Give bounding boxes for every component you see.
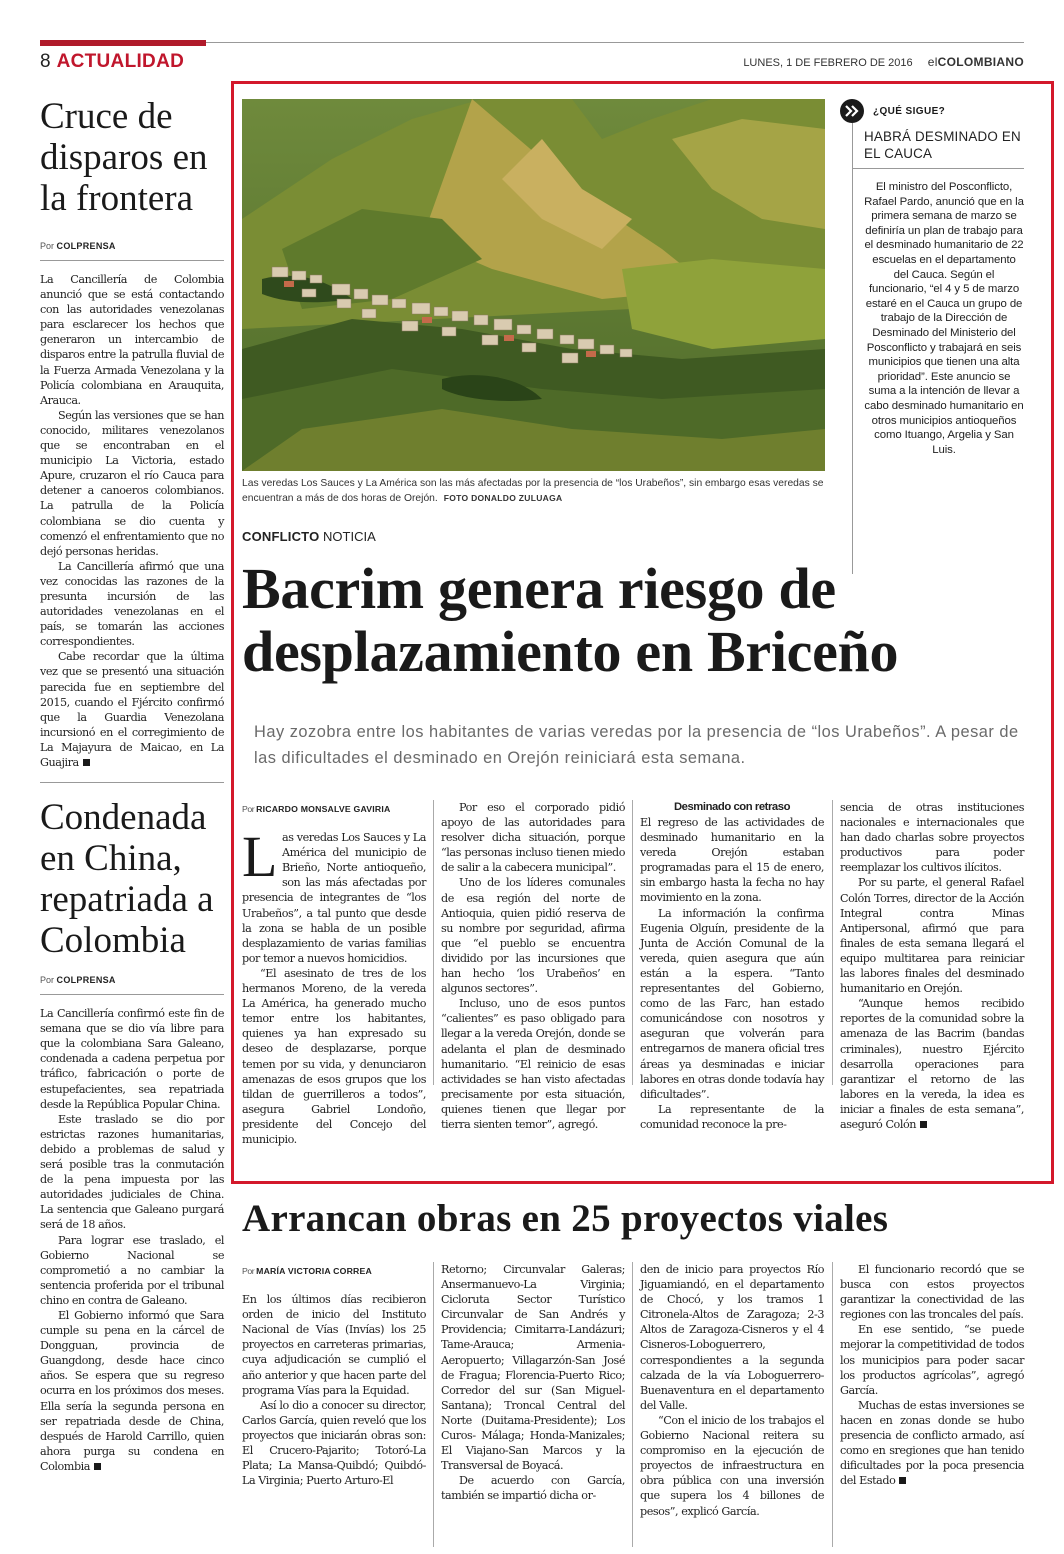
sidebar-kicker: ¿QUÉ SIGUE?: [873, 105, 946, 117]
paragraph: Así lo dio a conocer su director, Carlos García, quien reveló que los proyectos que iniciarán obras son: El Crucero-Pajarito; Totoró-La Plata; La Mansa-Quibdó; Quibdó-La Virginia; Puerto Arturo-El: [242, 1398, 426, 1488]
sidebar-body: El ministro del Posconflicto, Rafael Pardo, anunció que en la primera semana de marzo se definiría un plan de trabajo para el desminado humanitario de 22 escuelas en el departamento del Cauca. Según el funcionario, “el 4 y 5 de marzo estaré en el Cauca un grupo de trabajo de la Dirección de Desminado del Ministerio del Posconflicto y trabajará en seis municipios que tienen una alta prioridad”. Este anuncio se suma a la intención de llevar a cabo desminado humanitario en otros municipios antioqueños como Ituango, Argelia y San Luis.: [852, 169, 1024, 574]
paragraph: “Aunque hemos recibido reportes de la comunidad sobre la amenaza de las Bacrim (bandas criminales), nuestro Ejército desarrolla operaciones para garantizar el retorno de las labores en la vereda, la idea es iniciar a finales de esta semana”, aseguró Colón: [840, 997, 1024, 1131]
column-rule: [632, 800, 633, 1085]
story-byline: Por MARÍA VICTORIA CORREA: [242, 1266, 372, 1276]
column-rule: [632, 1262, 633, 1547]
paragraph: En ese sentido, “se puede mejorar la competitividad de todos los municipios para poder sacar los productos agrícolas”, agregó García.: [840, 1323, 1024, 1397]
bottom-story-body: [242, 1262, 1024, 1552]
end-square-icon: [94, 1463, 101, 1470]
section-header: [40, 51, 184, 73]
paragraph: den de inicio para proyectos Río Jiguamiandó, en el departamento de Chocó, y los tramos 1 Citronela-Altos de Zaragoza; 2-3 Altos de Zaragoza-Cisneros y el 4 Cisneros-Loboguerrero, correspondientes a la segunda calzada de la vía Loboguerrero-Buenaventura en el departamento del Valle.: [640, 1263, 824, 1412]
story-border-shooting: [40, 96, 224, 770]
sidebar-header: [840, 99, 1024, 123]
column-rule: [832, 800, 833, 1085]
bottom-story-headline: Arrancan obras en 25 proyectos viales: [242, 1197, 889, 1240]
header-rule: [206, 42, 1024, 43]
paragraph: sencia de otras instituciones nacionales e internacionales que han dado charlas sobre proyectos productivos para poder reemplazar los cultivos ilícitos.: [840, 801, 1024, 875]
end-square-icon: [83, 759, 90, 766]
paragraph: En los últimos días recibieron orden de inicio del Instituto Nacional de Vías (Invías) los 25 proyectos en carreteras primarias, cuya adjudicación se cumplió el año anterior y que hacen parte del programa Vías para la Equidad.: [242, 1293, 426, 1397]
paragraph: El Gobierno informó que Sara cumple su pena en la cárcel de Dongguan, provincia de Guangdong, desde hace cinco años. Se espera que su regreso ocurra en los próximos dos meses. Ella sería la segunda persona en ser repatriada desde de China, después de Harold Carrillo, quien ahora purga su condena en Colombia: [40, 1308, 224, 1473]
paragraph: “Con el inicio de los trabajos el Gobierno Nacional reitera su compromiso en la ejecución de proyectos de infraestructura en obra pública con una inversión que supera los 4 billones de pesos”, explicó García.: [640, 1413, 824, 1518]
photo-credit: FOTO DONALDO ZULUAGA: [443, 493, 563, 503]
story-kicker: CONFLICTO NOTICIA: [242, 529, 376, 544]
left-column: [40, 96, 224, 1474]
end-square-icon: [920, 1121, 927, 1128]
paragraph: La representante de la comunidad reconoce la pre-: [640, 1102, 824, 1131]
double-chevron-right-icon: [840, 99, 864, 123]
paragraph: La información la confirma Eugenia Olguín, presidente de la Junta de Acción Comunal de la vereda, quien asegura que aún están a la espera. “Tanto representantes del Gobierno, como de las Farc, han estado comunicándose con nosotros y aseguran que volverán para entregarnos de manera oficial tres áreas ya desminadas e iniciar labores en otras donde todavía hay dificultades”.: [640, 906, 824, 1101]
drop-cap: L: [242, 824, 277, 890]
page-number: 8: [40, 51, 51, 72]
paragraph: La Cancillería de Colombia anunció que se está contactando con las autoridades venezolanas para esclarecer los hechos que generaron un intercambio de disparos entre la patrulla fluvial de la Fuerza Armada Venezolana y la Policía colombiana en Arauquita, Arauca.: [40, 273, 224, 407]
end-square-icon: [899, 1477, 906, 1484]
paragraph: Incluso, uno de esos puntos “calientes” es paso obligado para llegar a la vereda Orejón, donde se adelanta el plan de desminado humanitario. “El reinicio de esas actividades se han visto afectadas precisamente por esta situación, quienes tienen que llegar por tierra sienten temor”, agregó.: [441, 997, 625, 1131]
story-china-repatriation: [40, 797, 224, 1474]
photo-caption: Las veredas Los Sauces y La América son las más afectadas por la presencia de “los Urabeños”, sin embargo esas veredas se encuentran a más de dos horas de Orejón. FOTO DONALDO ZULUAGA: [242, 478, 824, 504]
issue-date: LUNES, 1 DE FEBRERO DE 2016: [743, 57, 913, 69]
subhead: Desminado con retraso: [673, 801, 791, 813]
landscape-photo: [242, 99, 825, 471]
story-body: [40, 1006, 224, 1474]
paragraph: Retorno; Circunvalar Galeras; Ansermanuevo-La Virginia; Cicloruta Sector Turístico Circunvalar de San Andrés y Providencia; Cimitarra-Landázuri; Tame-Arauca; Armenia-Aeropuerto; Villagarzón-San José de Fragua; Florencia-Puerto Rico; Corredor del sur (San Miguel-Santana); Troncal Central del Norte (Duitama-Presidente); Los Curos- Málaga; Honda-Manizales; El Viajano-San Marcos y la Transversal de Boyacá.: [441, 1263, 625, 1473]
paragraph: “El asesinato de tres de los hermanos Moreno, de la vereda La América, ha generado mucho temor entre los habitantes, quienes ya han expresado su deseo de desplazarse, porque temen por su vida, y denunciaron amenazas de esos grupos que los tildan de guerrilleros a todos”, asegura Gabriel Londoño, presidente del Concejo del municipio.: [242, 966, 426, 1146]
paragraph: Para lograr ese traslado, el Gobierno Nacional se comprometió a no cambiar la sentencia proferida por el tribunal chino en contra de Galeano.: [40, 1233, 224, 1307]
paragraph: Según las versiones que se han conocido, militares venezolanos que se encontraban en el municipio La Victoria, estado Apure, cruzaron el río Cauca para detener a canoeros colombianos. La patrulla de la Policía colombiana se dio cuenta y comenzó el enfrentamiento que no dejó personas heridas.: [40, 408, 224, 558]
column-3: [640, 1262, 824, 1519]
section-name: ACTUALIDAD: [56, 51, 185, 72]
sidebar-title: HABRÁ DESMINADO EN EL CAUCA: [864, 129, 1021, 161]
story-divider: [40, 782, 224, 783]
paragraph: Por eso el corporado pidió apoyo de las autoridades para resolver dicha situación, porque “las personas incluso tienen miedo de salir a la cabecera municipal”.: [441, 801, 625, 875]
paragraph: Por su parte, el general Rafael Colón Torres, director de la Acción Integral contra Minas Antipersonal, afirmó que para finales de esta semana llegará el equipo multitarea para reiniciar las labores finales del desminado humanitario en Orejón.: [840, 876, 1024, 996]
story-headline: Condenada en China, repatriada a Colombia: [40, 797, 214, 962]
paragraph: La Cancillería afirmó que una vez conocidas las razones de la presunta incursión de las autoridades venezolanas en el país, se tomarán las acciones correspondientes.: [40, 559, 224, 649]
section-color-bar: [40, 40, 206, 46]
paragraph: De acuerdo con García, también se impartió dicha or-: [441, 1474, 625, 1503]
story-dek: Hay zozobra entre los habitantes de varias veredas por la presencia de “los Urabeños”. A pesar de las dificultades el desminado en Orejón reiniciará esta semana.: [254, 723, 1019, 767]
column-rule: [832, 1262, 833, 1547]
column-4: [840, 1262, 1024, 1488]
paragraph: Uno de los líderes comunales de esa región del norte de Antioquia, quien pidió reserva de su nombre por seguridad, afirma que “el pueblo se encuentra dividido por las incursiones que han hecho ‘los Urabeños’ en algunos sectores”.: [441, 876, 625, 996]
dateline: [743, 55, 1024, 69]
column-4: [840, 800, 1024, 1132]
paragraph: La Cancillería confirmó este fin de semana que se dio vía libre para que la colombiana Sara Galeano, condenada a cadena perpetua por tráfico, fabricación o porte de estupefacientes, sea repatriada desde la República Popular China.: [40, 1007, 224, 1111]
column-rule: [433, 1262, 434, 1547]
column-3: [640, 800, 824, 1132]
main-headline: Bacrim genera riesgo de desplazamiento en Briceño: [242, 556, 899, 684]
paragraph: El funcionario recordó que se busca con estos proyectos garantizar la conectividad de las regiones con las troncales del país.: [840, 1263, 1024, 1322]
story-headline: Cruce de disparos en la frontera: [40, 96, 208, 219]
feature-story-body: [242, 800, 1024, 1164]
column-2: [441, 800, 625, 1132]
whats-next-sidebar: [840, 99, 1024, 574]
column-2: [441, 1262, 625, 1504]
paragraph: Las veredas Los Sauces y La América del municipio de Brieño, Norte antioqueño, son las más afectadas por presencia de integrantes de “los Urabeños”, a tal punto que desde la zona se habla de un posible desplazamiento de varias familias por temor a nuevos homicidios.: [242, 824, 426, 965]
story-byline: Por COLPRENSA: [40, 241, 224, 261]
column-rule: [433, 800, 434, 1085]
newspaper-brand: elCOLOMBIANO: [927, 55, 1024, 69]
paragraph: Muchas de estas inversiones se hacen en zonas donde se hubo presencia de conflicto armado, así como en sregiones que han tenido dificultades por la poca presencia del Estado: [840, 1398, 1024, 1488]
paragraph: Este traslado se dio por estrictas razones humanitarias, debido a problemas de salud y será posible tras la conmutación de la pena impuesta por las autoridades judiciales de China. La sentencia que Galeano purgará será de 18 años.: [40, 1112, 224, 1232]
story-body: [40, 272, 224, 770]
story-byline: Por COLPRENSA: [40, 975, 224, 995]
paragraph: Cabe recordar que la última vez que se presentó una situación parecida fue en septiembre del 2015, cuando el Fjército confirmó que la Guardia Venezolana incursionó en el corregimiento de La Majayura de Maicao, en La Guajira: [40, 650, 224, 769]
sidebar-title-box: [852, 123, 1024, 169]
paragraph: El regreso de las actividades de desminado humanitario en la vereda Orejón estaban programadas para el 15 de enero, sin embargo hasta la fecha no hay movimiento en la zona.: [640, 816, 824, 905]
column-1: [242, 1262, 426, 1488]
column-1: [242, 800, 426, 1147]
story-byline: Por RICARDO MONSALVE GAVIRIA: [242, 804, 391, 814]
